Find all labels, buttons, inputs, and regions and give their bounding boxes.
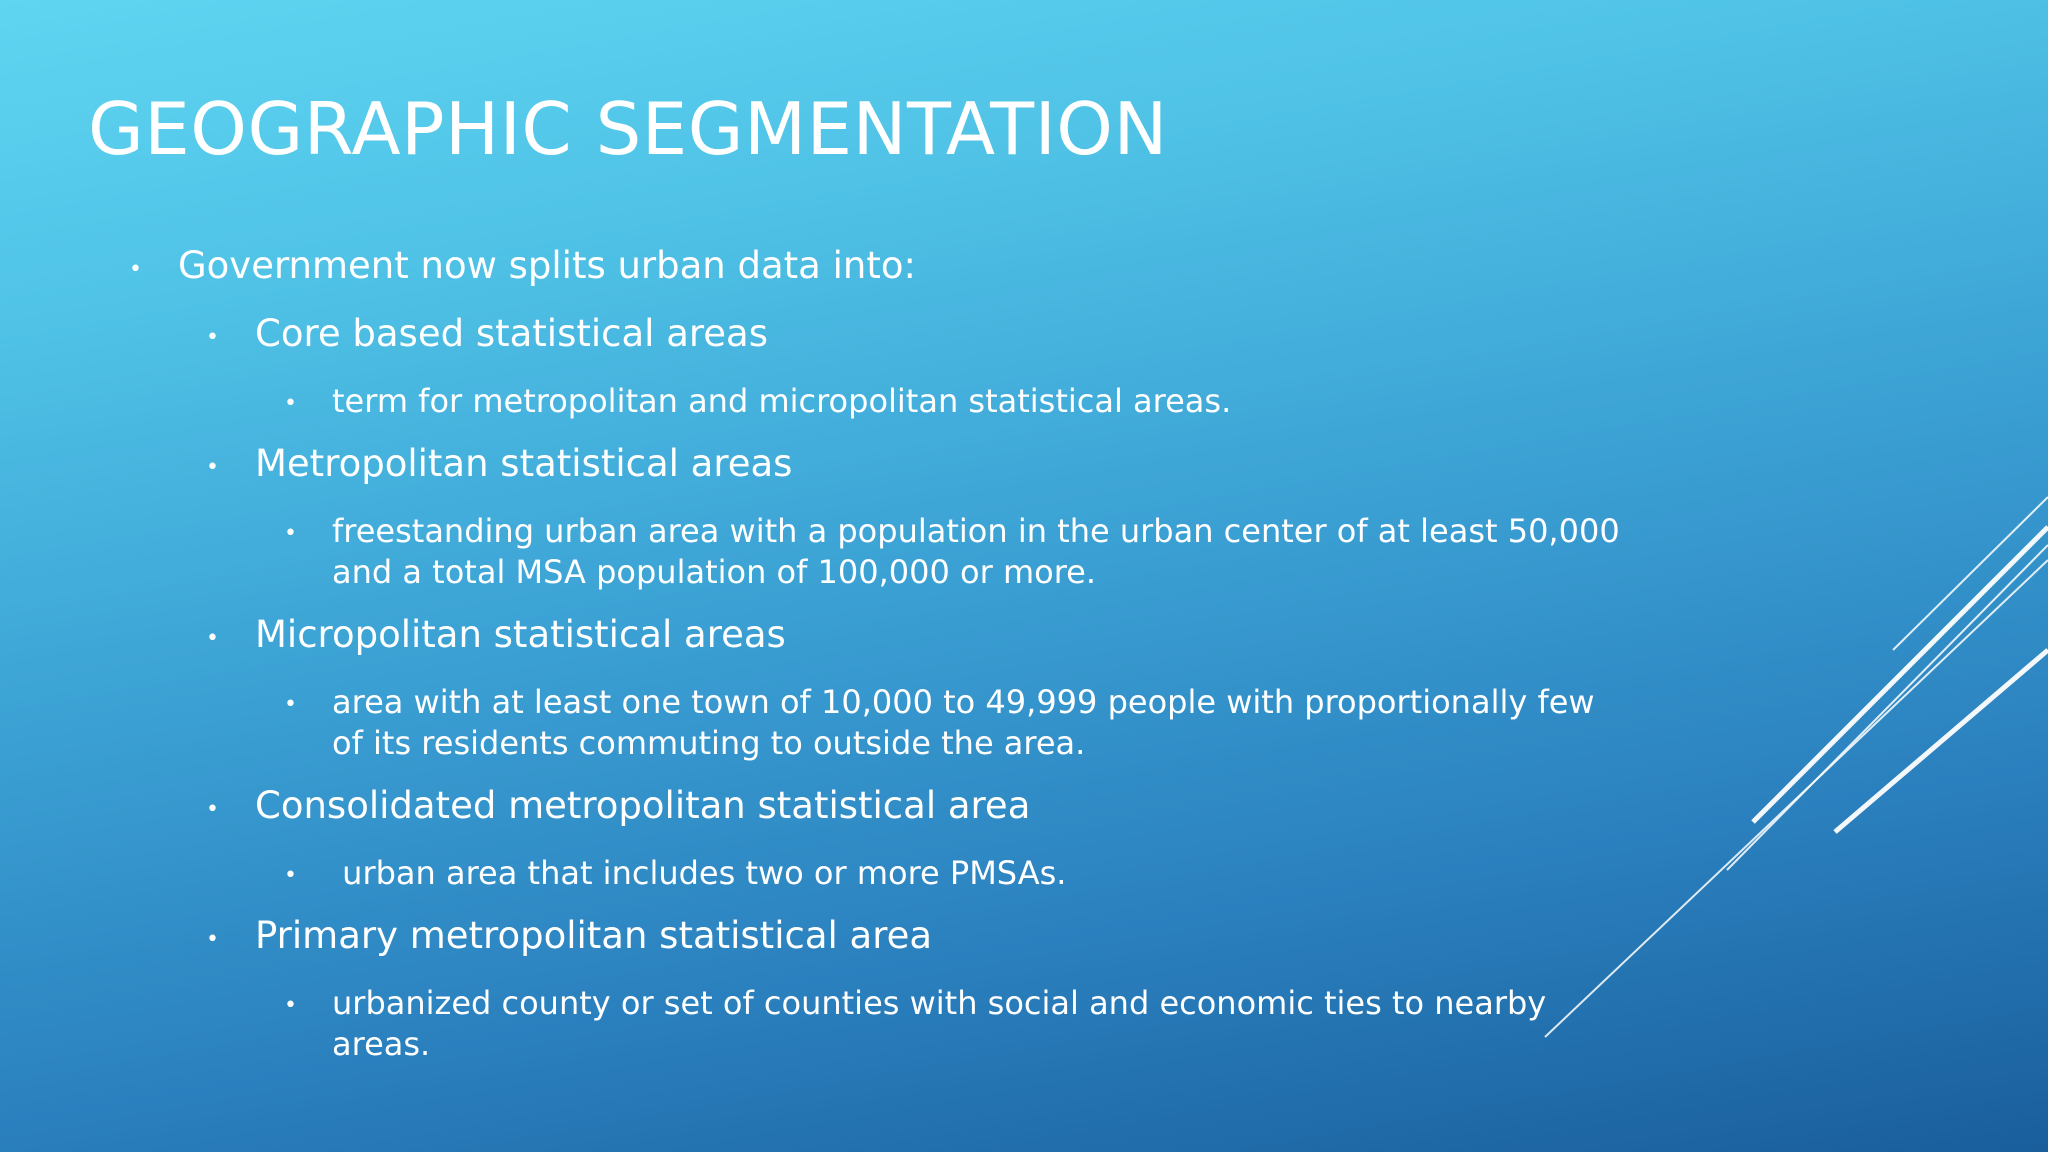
bullet-dot: • bbox=[206, 927, 219, 952]
bullet-level3-item: area with at least one town of 10,000 to 49,999 people with proportionally few bbox=[332, 683, 1595, 721]
bullet-dot: • bbox=[284, 993, 297, 1018]
bullet-level3-item: urban area that includes two or more PMSAs. bbox=[332, 854, 1067, 892]
bullet-dot: • bbox=[206, 455, 219, 480]
bullet-dot: • bbox=[129, 257, 142, 282]
bullet-dot: • bbox=[284, 692, 297, 717]
bullet-level2-item: Micropolitan statistical areas bbox=[255, 613, 786, 656]
bullet-level3-item-continuation: of its residents commuting to outside the area. bbox=[332, 724, 1086, 762]
bullet-level1-item: Government now splits urban data into: bbox=[178, 244, 916, 287]
bullet-level3-item: freestanding urban area with a population in the urban center of at least 50,000 bbox=[332, 512, 1620, 550]
bullet-level2-item: Metropolitan statistical areas bbox=[255, 442, 793, 485]
bullet-dot: • bbox=[284, 863, 297, 888]
slide-title: GEOGRAPHIC SEGMENTATION bbox=[88, 87, 1168, 171]
bullet-dot: • bbox=[206, 325, 219, 350]
bullet-level3-item-continuation: and a total MSA population of 100,000 or more. bbox=[332, 553, 1097, 591]
bullet-dot: • bbox=[284, 521, 297, 546]
bullet-dot: • bbox=[206, 626, 219, 651]
bullet-level3-item: urbanized county or set of counties with social and economic ties to nearby bbox=[332, 984, 1547, 1022]
bullet-dot: • bbox=[206, 797, 219, 822]
bullet-level3-item-continuation: areas. bbox=[332, 1025, 431, 1063]
bullet-level3-item: term for metropolitan and micropolitan statistical areas. bbox=[332, 382, 1232, 420]
bullet-level2-item: Primary metropolitan statistical area bbox=[255, 914, 933, 957]
bullet-dot: • bbox=[284, 391, 297, 416]
bullet-level2-item: Core based statistical areas bbox=[255, 312, 768, 355]
bullet-level2-item: Consolidated metropolitan statistical area bbox=[255, 784, 1031, 827]
